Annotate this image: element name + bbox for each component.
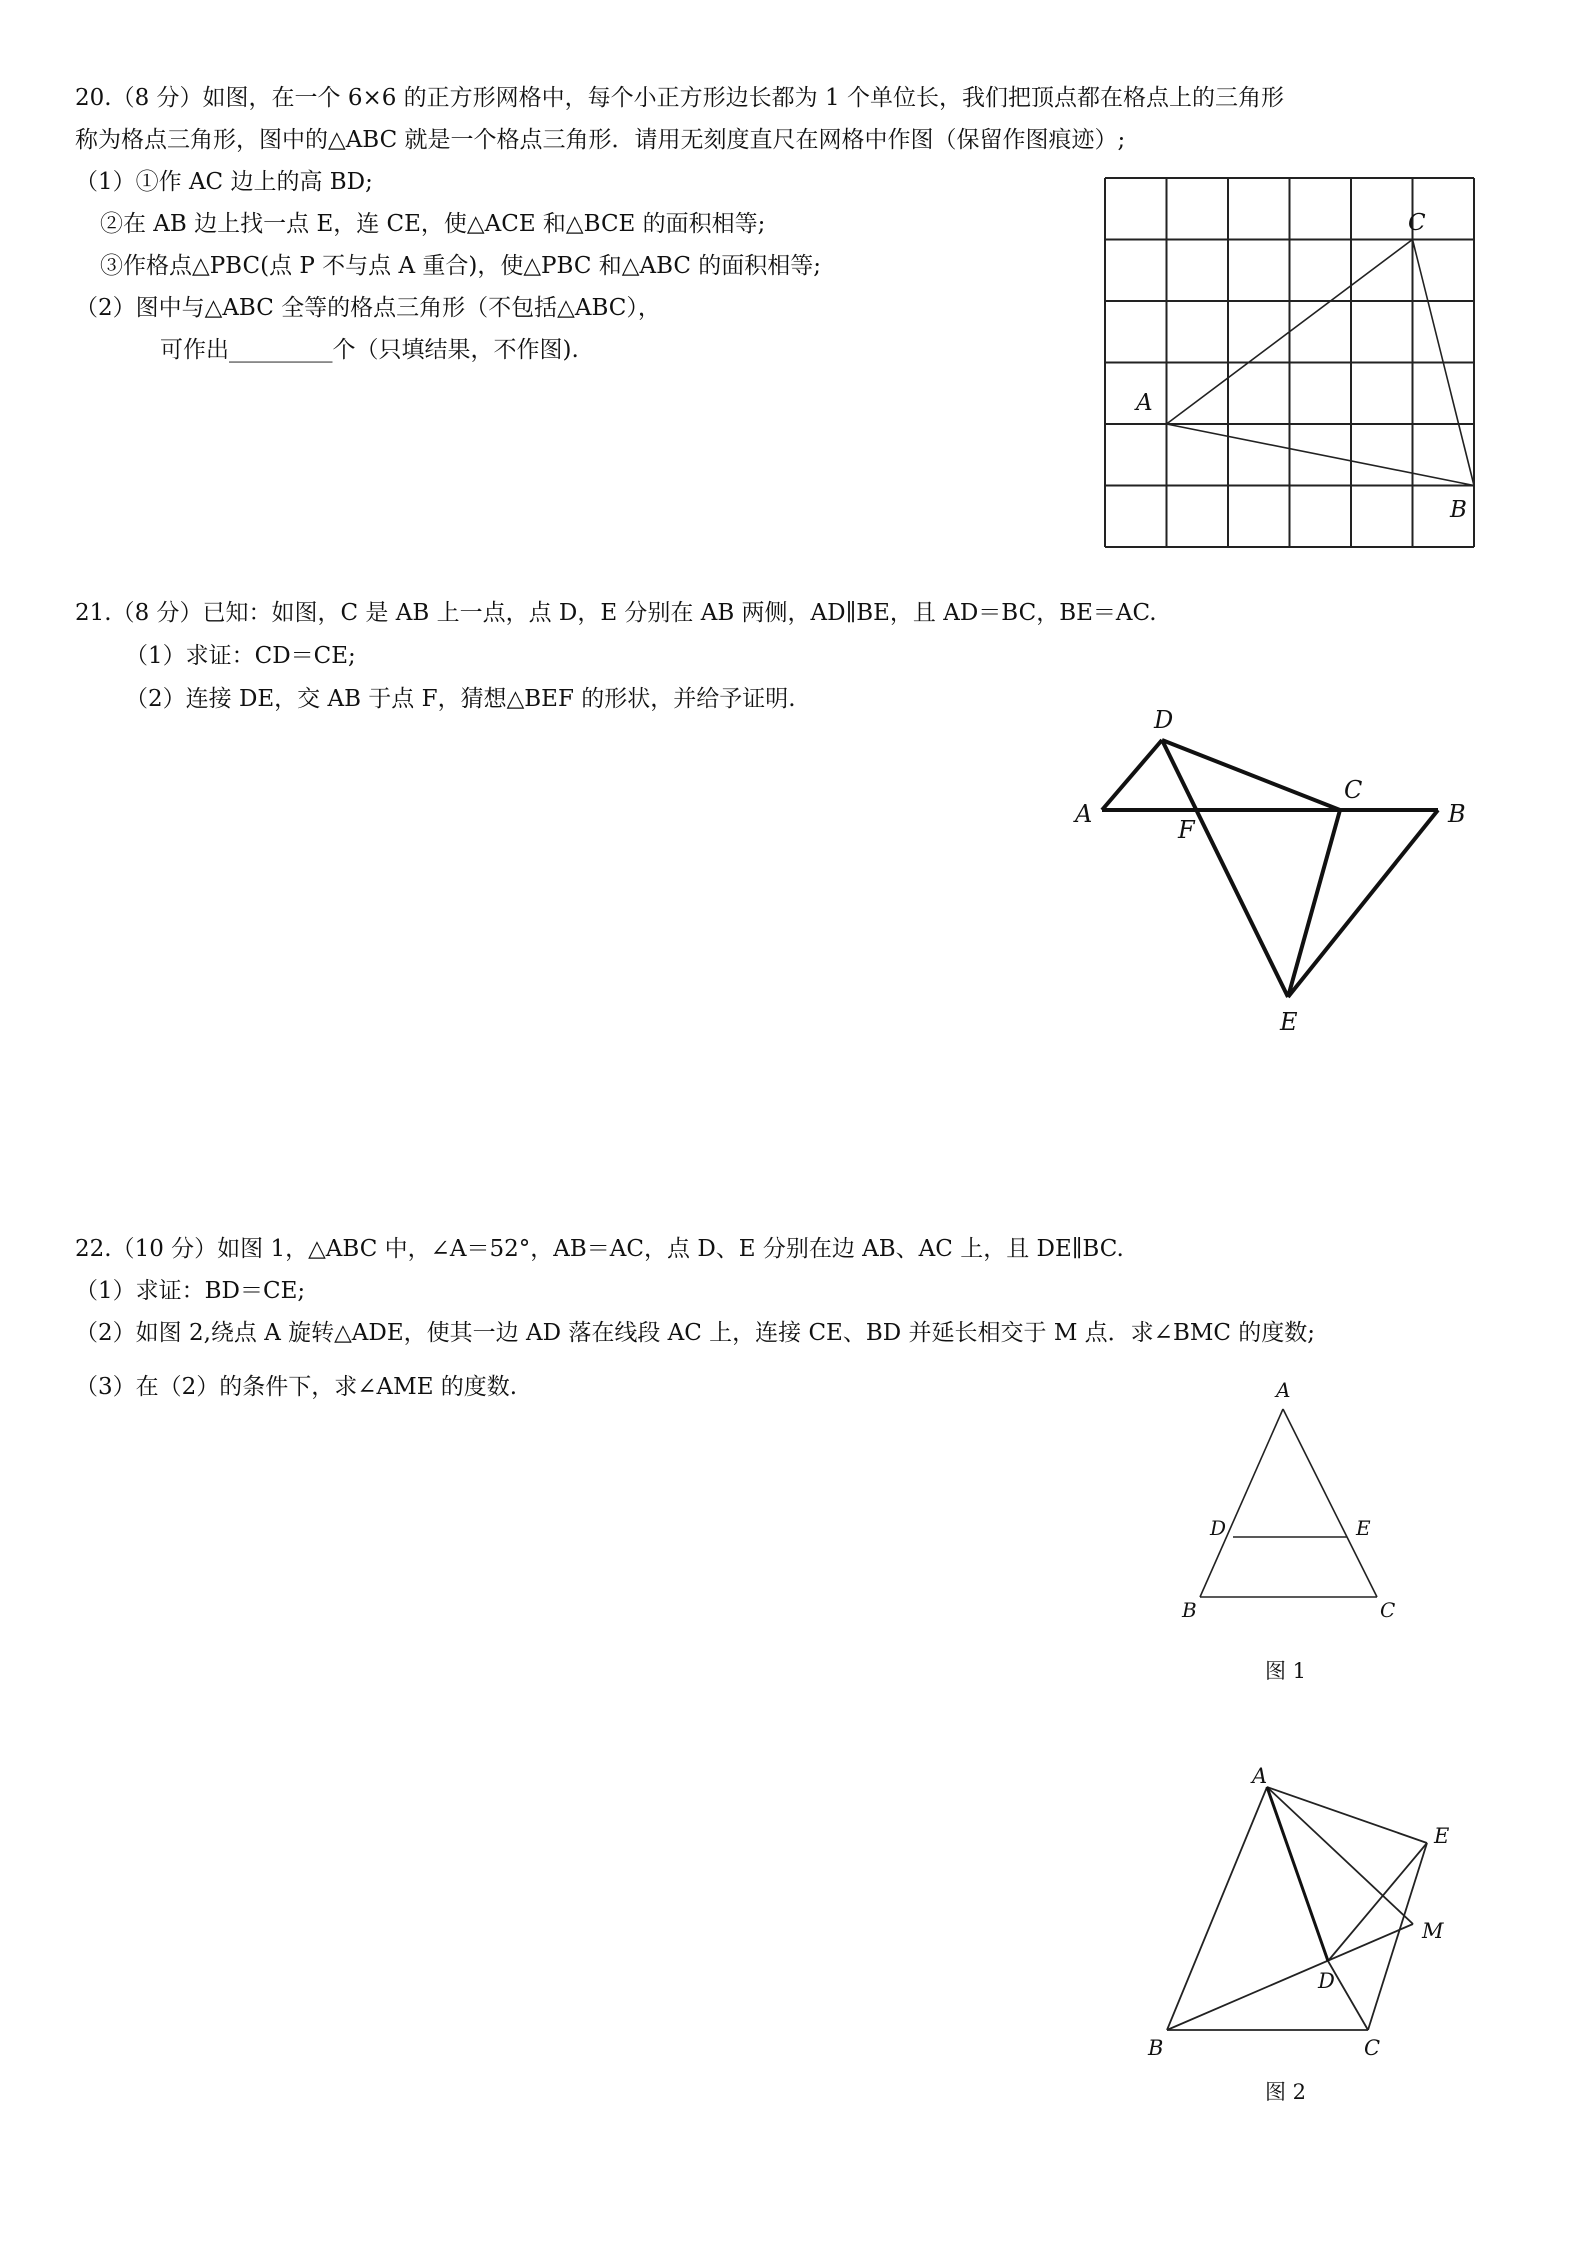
q21-label-b: B	[1448, 800, 1466, 828]
q21-figure	[1060, 690, 1480, 1045]
fig1-triangle	[1200, 1409, 1377, 1597]
q21-label-a: A	[1075, 800, 1093, 828]
fig1-label-d: D	[1210, 1516, 1227, 1540]
q21-line-2: （1）求证：CD＝CE;	[125, 643, 356, 669]
q21-label-e: E	[1280, 1008, 1298, 1036]
q20-line-3: （1）①作 AC 边上的高 BD;	[75, 169, 373, 195]
q20-line-4: ②在 AB 边上找一点 E，连 CE，使△ACE 和△BCE 的面积相等;	[100, 211, 766, 237]
q22-line-1: 22.（10 分）如图 1，△ABC 中，∠A＝52°，AB＝AC，点 D、E 分别在边 AB、AC 上，且 DE∥BC.	[75, 1236, 1124, 1262]
q21-lines	[1102, 740, 1438, 997]
q21-line-1: 21.（8 分）已知：如图，C 是 AB 上一点，点 D，E 分别在 AB 两侧，AD∥BE，且 AD＝BC，BE＝AC.	[75, 600, 1157, 626]
q20-label-b: B	[1450, 497, 1467, 523]
fig2-label-a: A	[1252, 1764, 1268, 1788]
q21-label-c: C	[1344, 776, 1363, 804]
fig1-caption: 图 1	[1265, 1659, 1307, 1683]
q22-line-3: （2）如图 2,绕点 A 旋转△ADE，使其一边 AD 落在线段 AC 上，连接 CE、BD 并延长相交于 M 点．求∠BMC 的度数;	[75, 1320, 1316, 1346]
q20-line-6: （2）图中与△ABC 全等的格点三角形（不包括△ABC），	[75, 295, 661, 321]
fig1-label-b: B	[1182, 1598, 1197, 1622]
q20-line-5: ③作格点△PBC(点 P 不与点 A 重合)，使△PBC 和△ABC 的面积相等;	[100, 253, 822, 279]
q21-label-d: D	[1154, 706, 1174, 734]
fig2-label-m: M	[1422, 1919, 1444, 1943]
q20-line-1: 20.（8 分）如图，在一个 6×6 的正方形网格中，每个小正方形边长都为 1 个单位长，我们把顶点都在格点上的三角形	[75, 85, 1284, 111]
q22-line-2: （1）求证：BD＝CE;	[75, 1278, 306, 1304]
q22-line-4: （3）在（2）的条件下，求∠AME 的度数.	[75, 1374, 518, 1400]
fig2-label-e: E	[1434, 1824, 1450, 1848]
fig2-ad-segment	[1267, 1787, 1328, 1961]
q20-label-a: A	[1136, 390, 1153, 416]
fig1-label-e: E	[1356, 1516, 1371, 1540]
q21-line-3: （2）连接 DE，交 AB 于点 F，猜想△BEF 的形状，并给予证明.	[125, 686, 796, 712]
q20-label-c: C	[1408, 210, 1426, 236]
q20-line-2: 称为格点三角形，图中的△ABC 就是一个格点三角形．请用无刻度直尺在网格中作图（保留作图痕迹）;	[75, 127, 1126, 153]
fig2-label-b: B	[1148, 2036, 1164, 2060]
q20-line-7: 可作出_________个（只填结果，不作图).	[160, 337, 579, 363]
fig2-caption: 图 2	[1265, 2080, 1307, 2104]
fig1-label-a: A	[1276, 1378, 1291, 1402]
q20-grid-figure	[1090, 170, 1490, 550]
q21-label-f: F	[1178, 816, 1195, 844]
fig2-lines	[1167, 1787, 1427, 2030]
q22-figure-2	[1130, 1765, 1470, 2065]
fig2-label-c: C	[1364, 2036, 1381, 2060]
q22-figure-1	[1170, 1375, 1410, 1635]
fig1-label-c: C	[1380, 1598, 1396, 1622]
fig2-label-d: D	[1318, 1969, 1335, 1993]
